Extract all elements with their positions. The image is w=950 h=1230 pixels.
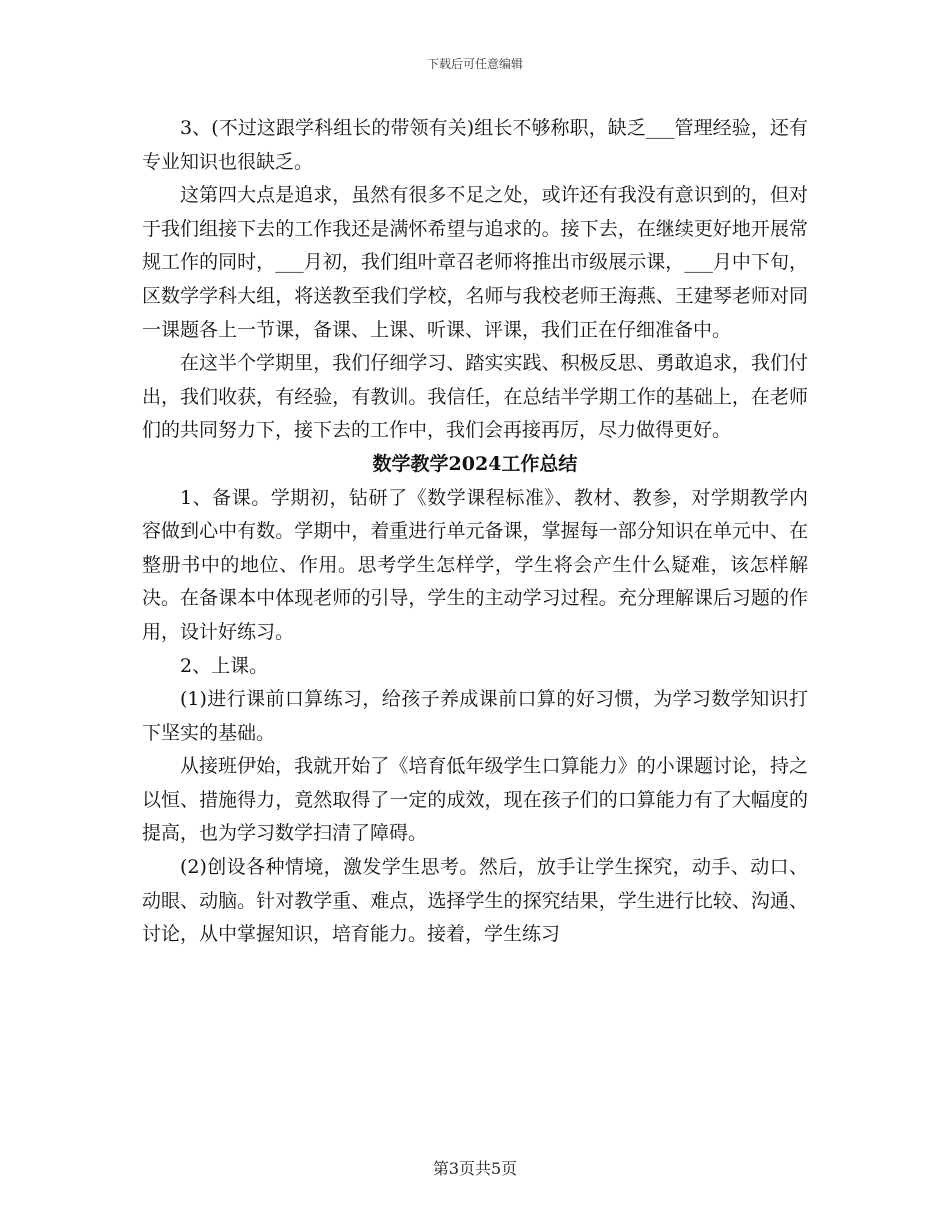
paragraph-3: 在这半个学期里，我们仔细学习、踏实实践、积极反思、勇敢追求，我们付出，我们收获，有经验，有教训。我信任，在总结半学期工作的基础上，在老师们的共同努力下，接下去的工作中，我们会再接再厉，尽力做得更好。 [142, 352, 808, 442]
paragraph-1: 3、(不过这跟学科组长的带领有关)组长不够称职，缺乏___管理经验，还有专业知识也很缺乏。 [142, 117, 808, 173]
page-header: 下载后可任意编辑 [426, 57, 523, 71]
paragraph-6: (1)进行课前口算练习，给孩子养成课前口算的好习惯，为学习数学知识打下坚实的基础。 [142, 688, 808, 744]
section-title: 数学教学2024工作总结 [372, 452, 578, 475]
paragraph-2: 这第四大点是追求，虽然有很多不足之处，或许还有我没有意识到的，但对于我们组接下去的工作我还是满怀希望与追求的。接下去，在继续更好地开展常规工作的同时，___月初，我们组叶章召老师将推出市级展示课，___月中下旬，区数学学科大组，将送教至我们学校，名师与我校老师王海燕、王建琴老师对同一课题各上一节课，备课、上课、听课、评课，我们正在仔细准备中。 [142, 184, 808, 341]
paragraph-4: 1、备课。学期初，钻研了《数学课程标准》、教材、教参，对学期教学内容做到心中有数。学期中，着重进行单元备课，掌握每一部分知识在单元中、在整册书中的地位、作用。思考学生怎样学，学生将会产生什么疑难，该怎样解决。在备课本中体现老师的引导，学生的主动学习过程。充分理解课后习题的作用，设计好练习。 [142, 486, 808, 643]
paragraph-7: 从接班伊始，我就开始了《培育低年级学生口算能力》的小课题讨论，持之以恒、措施得力，竟然取得了一定的成效，现在孩子们的口算能力有了大幅度的提高，也为学习数学扫清了障碍。 [142, 755, 808, 845]
paragraph-5: 2、上课。 [180, 654, 269, 677]
paragraph-8: (2)创设各种情境，激发学生思考。然后，放手让学生探究，动手、动口、动眼、动脑。针对教学重、难点，选择学生的探究结果，学生进行比较、沟通、讨论，从中掌握知识，培育能力。接着，学生练习 [142, 856, 808, 946]
document-body [142, 112, 808, 952]
page-footer: 第3页共5页 [432, 1159, 518, 1178]
